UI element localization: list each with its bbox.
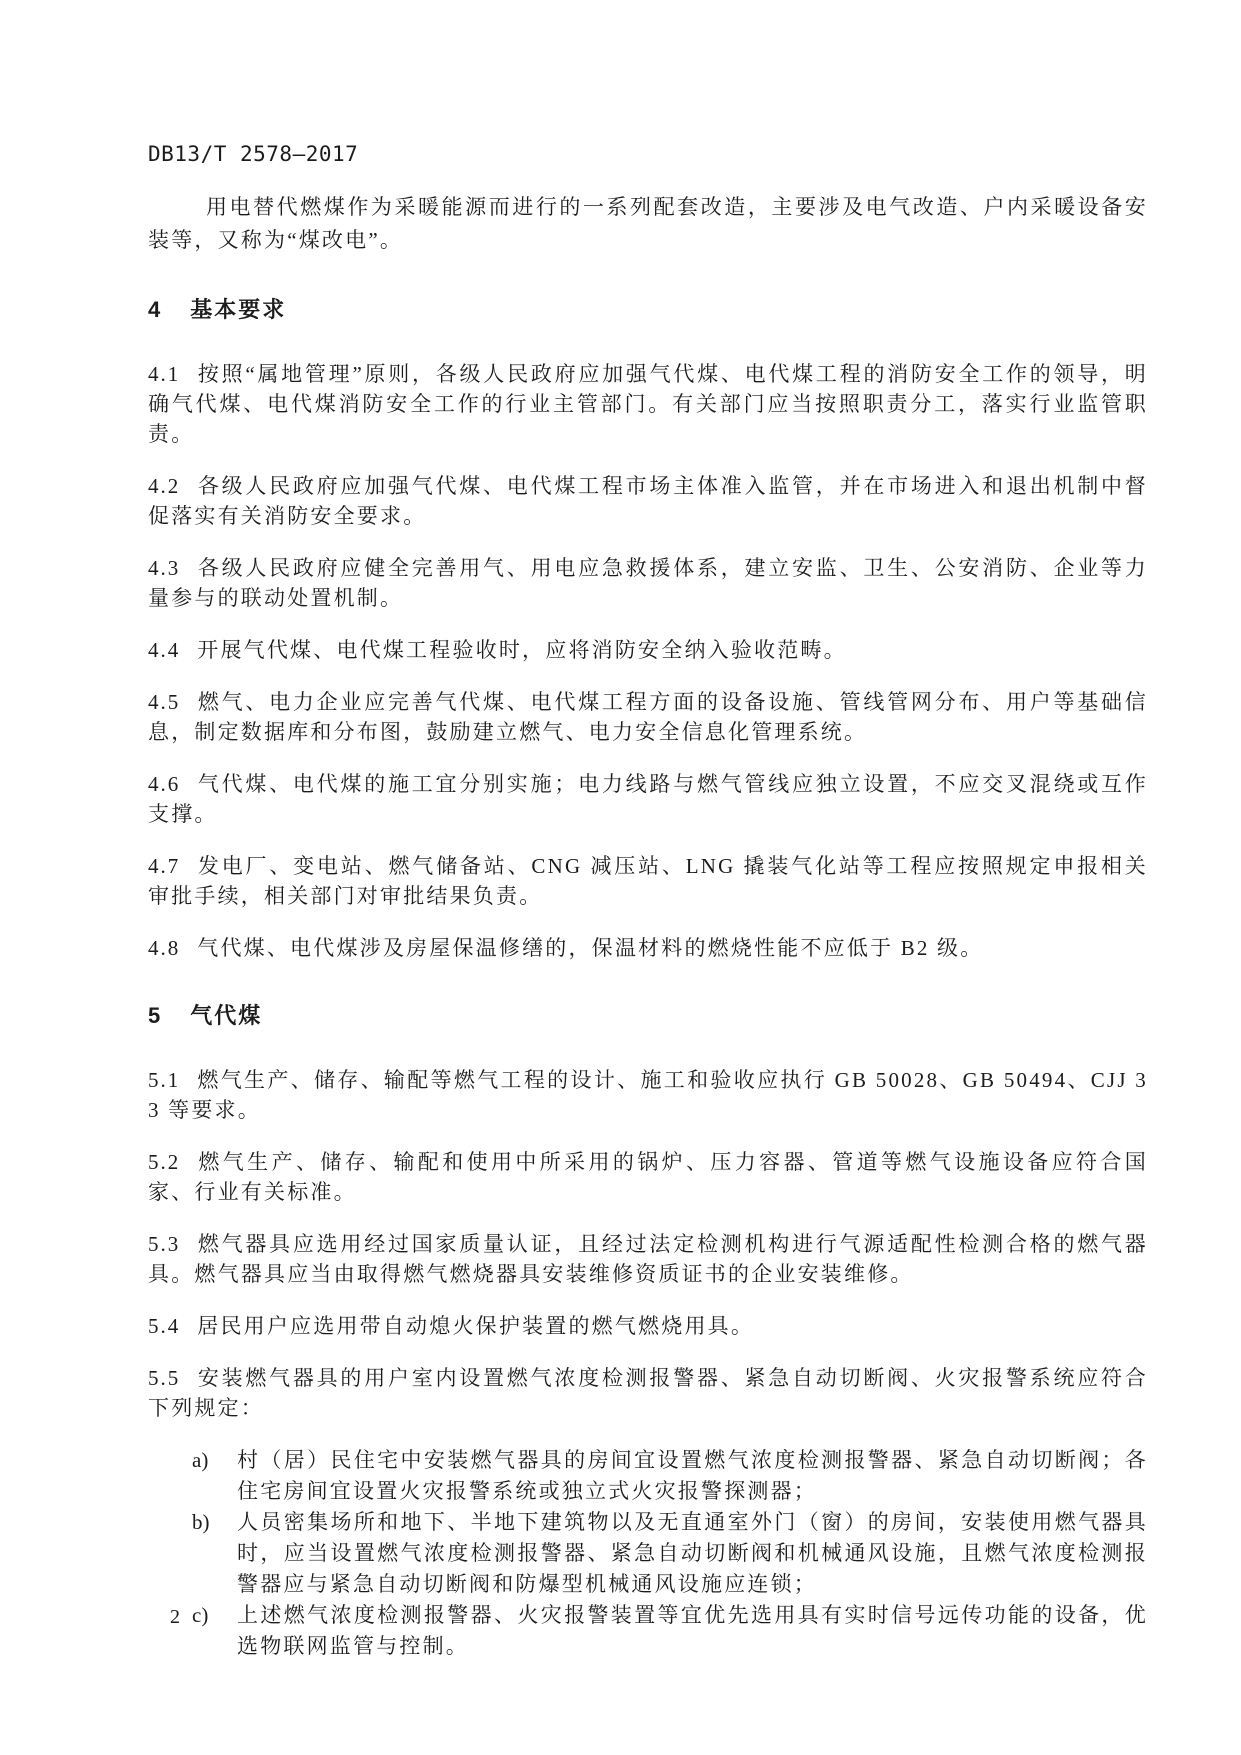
clause-4-2 xyxy=(148,471,1148,531)
section-number: 5 xyxy=(148,1003,161,1028)
clause-number: 5.2 xyxy=(148,1150,181,1174)
clause-4-7 xyxy=(148,851,1148,911)
clause-text: 燃气生产、储存、输配和使用中所采用的锅炉、压力容器、管道等燃气设施设备应符合国家、行业有关标准。 xyxy=(148,1150,1148,1204)
clause-text: 安装燃气器具的用户室内设置燃气浓度检测报警器、紧急自动切断阀、火灾报警系统应符合下列规定： xyxy=(148,1366,1148,1420)
list-marker: a) xyxy=(192,1448,209,1472)
clause-text: 气代煤、电代煤的施工宜分别实施；电力线路与燃气管线应独立设置，不应交叉混绕或互作支撑。 xyxy=(148,772,1148,826)
clause-number: 5.4 xyxy=(148,1314,181,1338)
list-item-text: 人员密集场所和地下、半地下建筑物以及无直通室外门（窗）的房间，安装使用燃气器具时，应当设置燃气浓度检测报警器、紧急自动切断阀和机械通风设施，且燃气浓度检测报警器应与紧急自动切断阀和防爆型机械通风设施应连锁； xyxy=(237,1510,1148,1596)
clause-text: 各级人民政府应加强气代煤、电代煤工程市场主体准入监管，并在市场进入和退出机制中督促落实有关消防安全要求。 xyxy=(148,474,1148,528)
list-item-a xyxy=(192,1445,1148,1507)
list-marker: c) xyxy=(192,1603,209,1627)
clause-number: 4.6 xyxy=(148,772,181,796)
clause-5-3 xyxy=(148,1229,1148,1289)
clause-text: 燃气、电力企业应完善气代煤、电代煤工程方面的设备设施、管线管网分布、用户等基础信息，制定数据库和分布图，鼓励建立燃气、电力安全信息化管理系统。 xyxy=(148,690,1148,744)
clause-5-5 xyxy=(148,1363,1148,1423)
list-item-text: 上述燃气浓度检测报警器、火灾报警装置等宜优先选用具有实时信号远传功能的设备，优选物联网监管与控制。 xyxy=(237,1603,1148,1658)
clause-number: 4.2 xyxy=(148,474,181,498)
clause-number: 4.4 xyxy=(148,638,181,662)
clause-text: 按照“属地管理”原则，各级人民政府应加强气代煤、电代煤工程的消防安全工作的领导，明确气代煤、电代煤消防安全工作的行业主管部门。有关部门应当按照职责分工，落实行业监管职责。 xyxy=(148,362,1148,446)
clause-number: 5.5 xyxy=(148,1366,181,1390)
clause-text: 居民用户应选用带自动熄火保护装置的燃气燃烧用具。 xyxy=(197,1314,755,1338)
clause-4-5 xyxy=(148,687,1148,747)
clause-text: 开展气代煤、电代煤工程验收时，应将消防安全纳入验收范畴。 xyxy=(197,638,847,662)
list-item-text: 村（居）民住宅中安装燃气器具的房间宜设置燃气浓度检测报警器、紧急自动切断阀；各住宅房间宜设置火灾报警系统或独立式火灾报警探测器； xyxy=(237,1448,1148,1503)
clause-number: 4.5 xyxy=(148,690,181,714)
clause-number: 4.1 xyxy=(148,362,181,386)
intro-paragraph: 用电替代燃煤作为采暖能源而进行的一系列配套改造，主要涉及电气改造、户内采暖设备安装等，又称为“煤改电”。 xyxy=(148,195,1148,252)
clause-number: 4.3 xyxy=(148,556,181,580)
clause-number: 4.8 xyxy=(148,936,181,960)
clause-5-4 xyxy=(148,1311,1148,1341)
standard-number: DB13/T 2578—2017 xyxy=(148,142,359,166)
clause-text: 气代煤、电代煤涉及房屋保温修缮的，保温材料的燃烧性能不应低于 B2 级。 xyxy=(197,936,984,960)
clause-4-4 xyxy=(148,635,1148,665)
section-title: 气代煤 xyxy=(190,1003,263,1028)
clause-5-5-list xyxy=(148,1445,1148,1662)
clause-5-1 xyxy=(148,1065,1148,1125)
list-marker: b) xyxy=(192,1510,210,1534)
list-item-c xyxy=(192,1600,1148,1662)
clause-number: 4.7 xyxy=(148,854,181,878)
section-5-heading xyxy=(148,1001,1148,1031)
clause-4-3 xyxy=(148,553,1148,613)
clause-text: 发电厂、变电站、燃气储备站、CNG 减压站、LNG 撬装气化站等工程应按照规定申报相关审批手续，相关部门对审批结果负责。 xyxy=(148,854,1148,908)
clause-5-2 xyxy=(148,1147,1148,1207)
clause-4-6 xyxy=(148,769,1148,829)
list-item-b xyxy=(192,1507,1148,1600)
page-number: 2 xyxy=(170,1606,180,1628)
clause-text: 燃气生产、储存、输配等燃气工程的设计、施工和验收应执行 GB 50028、GB 50494、CJJ 33 等要求。 xyxy=(148,1068,1148,1122)
section-title: 基本要求 xyxy=(190,297,287,322)
clause-4-8 xyxy=(148,933,1148,963)
clause-number: 5.3 xyxy=(148,1232,181,1256)
section-number: 4 xyxy=(148,297,161,322)
clause-number: 5.1 xyxy=(148,1068,181,1092)
clause-4-1 xyxy=(148,359,1148,449)
clause-text: 燃气器具应选用经过国家质量认证，且经过法定检测机构进行气源适配性检测合格的燃气器具。燃气器具应当由取得燃气燃烧器具安装维修资质证书的企业安装维修。 xyxy=(148,1232,1148,1286)
clause-text: 各级人民政府应健全完善用气、用电应急救援体系，建立安监、卫生、公安消防、企业等力量参与的联动处置机制。 xyxy=(148,556,1148,610)
section-4-heading xyxy=(148,295,1148,325)
